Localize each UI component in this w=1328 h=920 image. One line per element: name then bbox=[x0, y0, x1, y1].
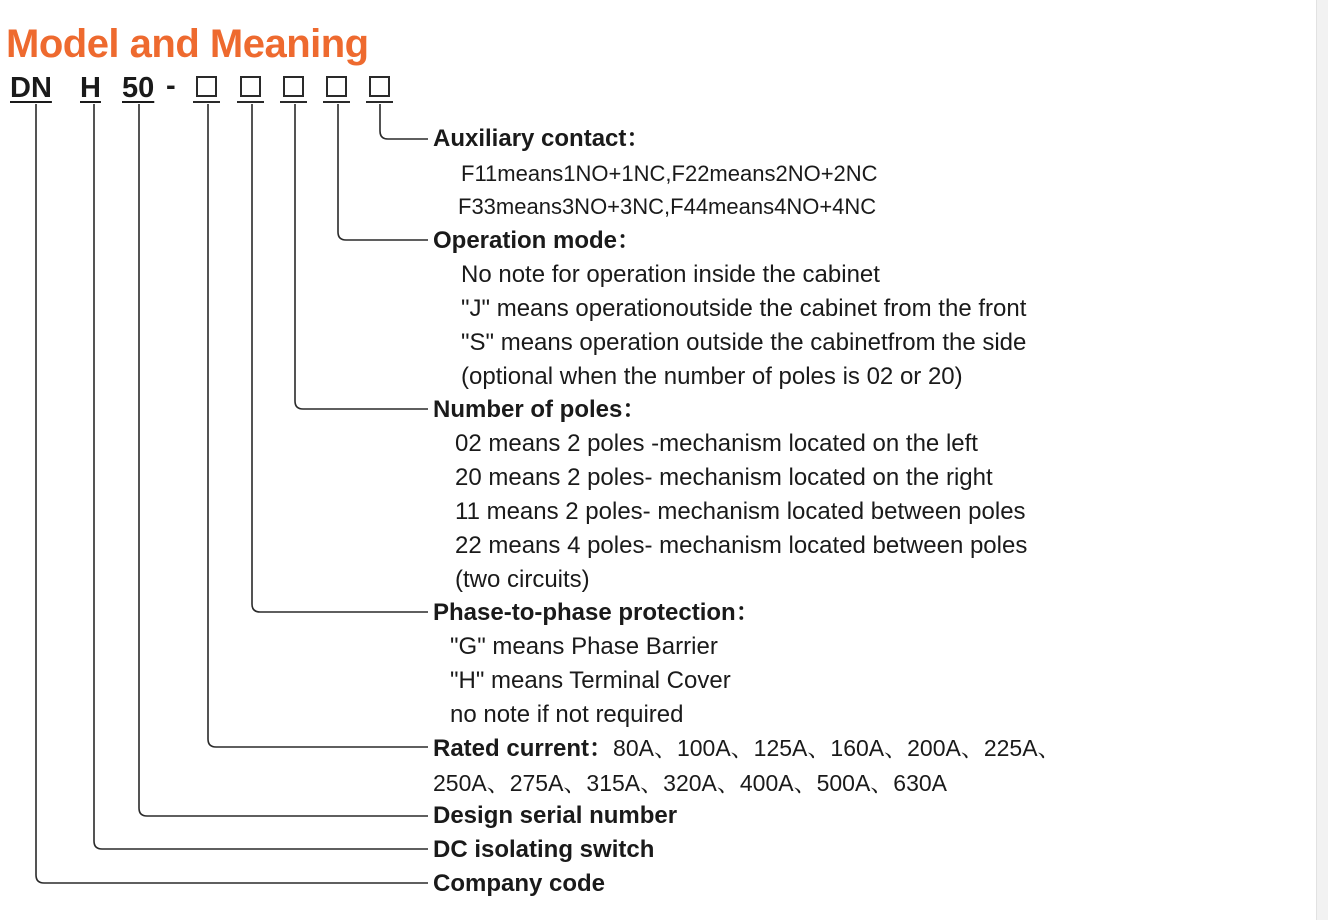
rated-current-values-2: 250A、275A、315A、320A、400A、500A、630A bbox=[433, 770, 948, 796]
leader-operation-mode bbox=[338, 104, 428, 240]
operation-mode-desc: No note for operation inside the cabinet "J" means operationoutside the cabinet from the front "S" means operation outside the cabinetfrom the side (optional when the number of poles is 02 or 20) bbox=[461, 261, 1027, 390]
leader-number-of-poles bbox=[295, 104, 428, 409]
design-serial-label: Design serial number bbox=[433, 802, 678, 829]
auxiliary-contact-label: Auxiliary contact： bbox=[433, 125, 651, 152]
auxiliary-contact-desc: F11means1NO+1NC,F22means2NO+2NC F33means3NO+3NC,F44means4NO+4NC bbox=[458, 161, 878, 219]
leader-phase-protection bbox=[252, 104, 428, 612]
model-code-series: H bbox=[80, 72, 101, 104]
operation-mode-label: Operation mode： bbox=[433, 227, 642, 254]
page-title: Model and Meaning bbox=[6, 22, 369, 66]
company-code-label: Company code bbox=[433, 870, 606, 897]
phase-protection-desc: "G" means Phase Barrier "H" means Terminal Cover no note if not required bbox=[450, 633, 731, 728]
rated-current-row bbox=[433, 733, 1061, 764]
model-code-prefix: DN bbox=[10, 72, 52, 104]
rated-current-values-1: 80A、100A、125A、160A、200A、225A、 bbox=[613, 735, 1061, 761]
number-of-poles-label: Number of poles： bbox=[433, 396, 647, 423]
leader-auxiliary-contact bbox=[380, 104, 428, 139]
leader-dc-switch bbox=[94, 104, 428, 849]
leader-design-serial bbox=[139, 104, 428, 816]
leader-rated-current bbox=[208, 104, 428, 747]
model-code-frame: 50 bbox=[122, 72, 155, 104]
number-of-poles-desc: 02 means 2 poles -mechanism located on the left 20 means 2 poles- mechanism located on the right 11 means 2 poles- mechanism located between poles 22 means 4 poles- mechanism located between poles (two circuits) bbox=[455, 430, 1028, 593]
phase-protection-label: Phase-to-phase protection： bbox=[433, 599, 760, 626]
rated-current-label: Rated current： bbox=[433, 735, 614, 762]
model-code-dash: - bbox=[166, 70, 176, 102]
dc-switch-label: DC isolating switch bbox=[433, 836, 655, 863]
